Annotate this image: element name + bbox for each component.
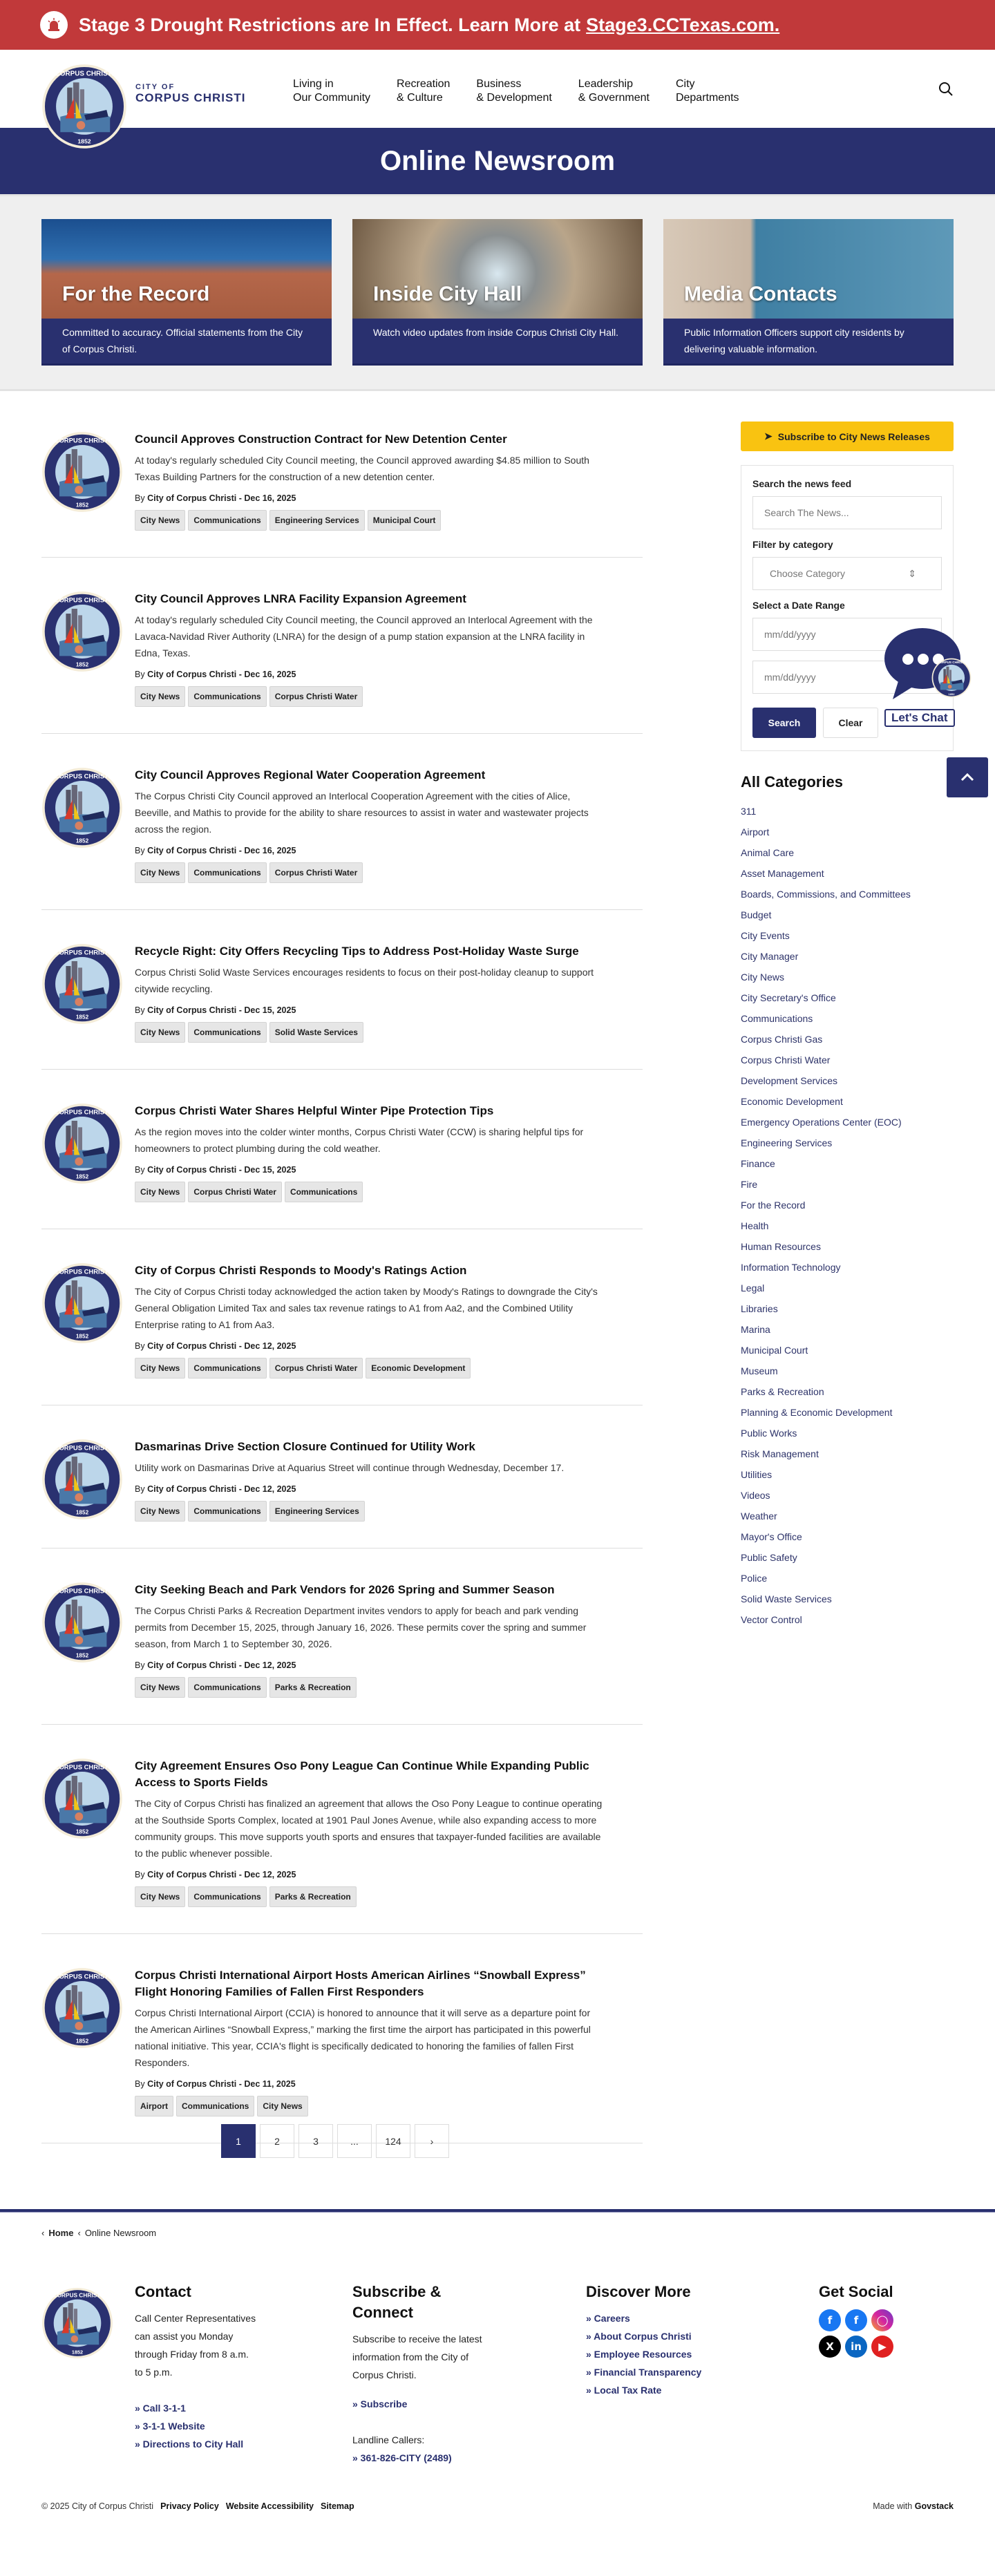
sidebar xyxy=(741,422,954,1630)
news-title[interactable]: Council Approves Construction Contract for New Detention Center xyxy=(135,433,507,446)
made-with: Made with Govstack xyxy=(873,2501,954,2511)
news-tag[interactable]: City News xyxy=(257,2096,307,2116)
category-link[interactable]: Information Technology xyxy=(741,1262,841,1273)
call-311-link[interactable]: » Call 3-1-1 xyxy=(135,2403,186,2414)
brand-name[interactable] xyxy=(135,83,245,105)
footer-discover xyxy=(586,2282,701,2399)
news-seal-thumbnail[interactable] xyxy=(41,1439,123,1520)
card-title: Inside City Hall xyxy=(373,283,522,305)
news-title[interactable]: Corpus Christi Water Shares Helpful Winter Pipe Protection Tips xyxy=(135,1104,494,1117)
news-summary: Utility work on Dasmarinas Drive at Aquarius Street will continue through Wednesday, December 17. xyxy=(135,1462,565,1473)
news-tags xyxy=(135,1677,605,1698)
copyright-bar xyxy=(41,2501,354,2511)
news-summary: At today's regularly scheduled City Council meeting, the Council approved awarding $4.85 million to South Texas Building Partners for the construction of a new detention center. xyxy=(135,455,589,482)
news-tags xyxy=(135,1022,605,1043)
category-link[interactable]: Libraries xyxy=(741,1303,778,1314)
category-link[interactable]: Engineering Services xyxy=(741,1137,833,1148)
news-seal-thumbnail[interactable] xyxy=(41,591,123,672)
category-link[interactable]: Risk Management xyxy=(741,1448,819,1459)
landline-label: Landline Callers: xyxy=(352,2434,425,2445)
news-author: City of Corpus Christi xyxy=(147,493,237,503)
news-content xyxy=(135,1758,605,1907)
news-title[interactable]: City Council Approves LNRA Facility Expansion Agreement xyxy=(135,592,466,605)
financial-transparency-link[interactable]: » Financial Transparency xyxy=(586,2367,702,2378)
news-title[interactable]: Dasmarinas Drive Section Closure Continued for Utility Work xyxy=(135,1440,475,1453)
date-label: Select a Date Range xyxy=(752,600,845,611)
category-link[interactable]: Legal xyxy=(741,1282,765,1294)
category-link[interactable]: Public Safety xyxy=(741,1552,797,1563)
category-link[interactable]: Public Works xyxy=(741,1428,797,1439)
news-summary: The City of Corpus Christi today acknowledged the action taken by Moody's Ratings to downgrade the City's General Obligation Limited Tax and sales tax revenue ratings to A1 from Aa2, and the Combined Utility Enterprise rating to A1 from Aa3. xyxy=(135,1286,598,1330)
end-date-input[interactable]: mm/dd/yyyy xyxy=(752,661,942,694)
news-tag[interactable]: Engineering Services xyxy=(269,1501,365,1522)
categories-title: All Categories xyxy=(741,773,843,790)
311-website-link[interactable]: » 3-1-1 Website xyxy=(135,2421,205,2432)
category-link[interactable]: City Secretary's Office xyxy=(741,992,836,1003)
card-image xyxy=(663,219,954,319)
news-byline: By City of Corpus Christi - Dec 12, 2025 xyxy=(135,1870,296,1879)
news-author: City of Corpus Christi xyxy=(147,1341,237,1351)
employee-resources-link[interactable]: » Employee Resources xyxy=(586,2349,692,2360)
news-byline: By City of Corpus Christi - Dec 12, 2025 xyxy=(135,1341,296,1351)
news-seal-thumbnail[interactable] xyxy=(41,431,123,513)
news-item xyxy=(41,574,643,734)
news-tags xyxy=(135,1358,605,1379)
news-tag[interactable]: Corpus Christi Water xyxy=(269,862,363,883)
news-title[interactable]: City Agreement Ensures Oso Pony League Can Continue While Expanding Public Access to Sports Fields xyxy=(135,1759,589,1789)
news-item xyxy=(41,1086,643,1229)
news-tag[interactable]: Communications xyxy=(188,1886,266,1907)
news-list xyxy=(41,415,643,2160)
news-date: - Dec 16, 2025 xyxy=(236,493,296,503)
category-link[interactable]: Fire xyxy=(741,1179,758,1190)
news-tags xyxy=(135,510,605,531)
news-item xyxy=(41,1951,643,2143)
news-author: City of Corpus Christi xyxy=(147,1484,237,1494)
linkedin-icon[interactable]: in xyxy=(845,2336,867,2358)
about-link[interactable]: » About Corpus Christi xyxy=(586,2331,692,2342)
card-text: Public Information Officers support city residents by delivering valuable information. xyxy=(684,327,904,354)
page-ellipsis: ... xyxy=(337,2124,372,2158)
news-byline: By City of Corpus Christi - Dec 12, 2025 xyxy=(135,1660,296,1670)
news-content xyxy=(135,767,605,883)
news-author: City of Corpus Christi xyxy=(147,670,237,679)
category-link[interactable]: Boards, Commissions, and Committees xyxy=(741,889,911,900)
news-item xyxy=(41,1422,643,1549)
news-summary: As the region moves into the colder winter months, Corpus Christi Water (CCW) is sharing helpful tips for homeowners to protect plumbing during the cold weather. xyxy=(135,1126,584,1154)
category-link[interactable]: Police xyxy=(741,1573,768,1584)
siren-icon xyxy=(40,11,68,39)
news-tag[interactable]: City News xyxy=(135,510,185,531)
card-text: Watch video updates from inside Corpus Christi City Hall. xyxy=(373,327,619,338)
news-tag[interactable]: City News xyxy=(135,1501,185,1522)
news-author: City of Corpus Christi xyxy=(147,1165,237,1175)
pagination xyxy=(221,2124,449,2158)
news-tag[interactable]: Communications xyxy=(188,1677,266,1698)
chat-label: Let's Chat xyxy=(884,709,955,727)
category-link[interactable]: Marina xyxy=(741,1324,770,1335)
news-seal-thumbnail[interactable] xyxy=(41,1582,123,1663)
feature-cards xyxy=(0,194,995,391)
subscribe-title: Subscribe & Connect xyxy=(352,2283,442,2321)
news-date: - Dec 12, 2025 xyxy=(236,1341,296,1351)
category-link[interactable]: Mayor's Office xyxy=(741,1531,802,1542)
footer-contact xyxy=(135,2282,259,2453)
category-link[interactable]: Solid Waste Services xyxy=(741,1593,832,1604)
subscribe-label: Subscribe to City News Releases xyxy=(777,430,930,442)
breadcrumb-home[interactable]: Home xyxy=(48,2228,74,2238)
chevron-left-icon: ‹ xyxy=(77,2228,81,2238)
news-summary: At today's regularly scheduled City Council meeting, the Council approved an Interlocal Agreement with the Lavaca-Navidad River Authority (LNRA) for the design of a pump station expansion at the LNRA facility in Edna, Texas. xyxy=(135,614,593,659)
alert-text: Stage 3 Drought Restrictions are In Effect. Learn More at xyxy=(79,14,581,35)
news-author: City of Corpus Christi xyxy=(147,1660,237,1670)
news-author: City of Corpus Christi xyxy=(147,2079,237,2089)
news-tags xyxy=(135,1886,605,1907)
search-button[interactable]: Search xyxy=(752,708,816,738)
news-content xyxy=(135,431,605,531)
news-byline: By City of Corpus Christi - Dec 15, 2025 xyxy=(135,1005,296,1015)
news-content xyxy=(135,1582,605,1698)
news-date: - Dec 12, 2025 xyxy=(236,1484,296,1494)
news-tag[interactable]: City News xyxy=(135,1022,185,1043)
footer-seal-logo xyxy=(41,2287,113,2359)
news-author: City of Corpus Christi xyxy=(147,846,237,855)
news-title[interactable]: Recycle Right: City Offers Recycling Tips to Address Post-Holiday Waste Surge xyxy=(135,945,579,958)
category-link[interactable]: City Events xyxy=(741,930,790,941)
city-seal-logo[interactable] xyxy=(41,64,127,149)
category-select[interactable] xyxy=(752,557,942,590)
news-tag[interactable]: Communications xyxy=(188,1022,266,1043)
brand-big: CORPUS CHRISTI xyxy=(135,91,246,104)
category-link[interactable]: Communications xyxy=(741,1013,813,1024)
news-tag[interactable]: Corpus Christi Water xyxy=(188,1182,282,1202)
news-seal-thumbnail[interactable] xyxy=(41,1967,123,2049)
card-media-contacts[interactable] xyxy=(663,219,954,366)
news-title[interactable]: Corpus Christi International Airport Hosts American Airlines “Snowball Express” Flight Honoring Families of Fallen First Responders xyxy=(135,1969,586,1998)
news-tag[interactable]: Municipal Court xyxy=(368,510,442,531)
news-item xyxy=(41,1741,643,1934)
news-summary: The Corpus Christi City Council approved an Interlocal Cooperation Agreement with the cities of Alice, Beeville, and Mathis to provide for the ability to share resources to assist in water and wastewater projects across the region. xyxy=(135,790,589,835)
careers-link[interactable]: » Careers xyxy=(586,2313,630,2324)
category-link[interactable]: Animal Care xyxy=(741,847,795,858)
news-tag[interactable]: Communications xyxy=(188,862,266,883)
card-inside-city-hall[interactable] xyxy=(352,219,643,366)
news-item xyxy=(41,927,643,1070)
news-seal-thumbnail[interactable] xyxy=(41,767,123,849)
news-tags xyxy=(135,2096,605,2116)
x-icon[interactable]: X xyxy=(819,2336,841,2358)
news-tag[interactable]: City News xyxy=(135,1358,185,1379)
news-summary: The City of Corpus Christi has finalized an agreement that allows the Oso Pony League to continue operating at the Southside Sports Complex, located at 1901 Paul Jones Avenue, while also expanding access to more community groups. This move supports youth sports and ensures that taxpayer-funded facilities are available to the public whenever possible. xyxy=(135,1798,603,1859)
category-link[interactable]: Budget xyxy=(741,909,772,920)
sitemap-link[interactable]: Sitemap xyxy=(320,2501,354,2511)
footer-subscribe-link[interactable]: » Subscribe xyxy=(352,2398,408,2409)
category-link[interactable]: Videos xyxy=(741,1490,770,1501)
news-seal-thumbnail[interactable] xyxy=(41,943,123,1025)
news-tag[interactable]: Corpus Christi Water xyxy=(269,1358,363,1379)
copyright: © 2025 City of Corpus Christi xyxy=(41,2501,154,2511)
category-link[interactable]: Weather xyxy=(741,1510,777,1522)
news-item xyxy=(41,1565,643,1725)
news-byline: By City of Corpus Christi - Dec 15, 2025 xyxy=(135,1165,296,1175)
main-nav xyxy=(293,77,766,105)
news-content xyxy=(135,1262,605,1379)
news-byline: By City of Corpus Christi - Dec 16, 2025 xyxy=(135,846,296,855)
news-content xyxy=(135,1439,564,1522)
news-seal-thumbnail[interactable] xyxy=(41,1262,123,1344)
news-seal-thumbnail[interactable] xyxy=(41,1103,123,1184)
news-byline: By City of Corpus Christi - Dec 16, 2025 xyxy=(135,493,296,503)
category-link[interactable]: Health xyxy=(741,1220,769,1231)
page-3[interactable]: 3 xyxy=(298,2124,333,2158)
category-link[interactable]: City Manager xyxy=(741,951,799,962)
news-item xyxy=(41,1246,643,1405)
news-tag[interactable]: Economic Development xyxy=(366,1358,471,1379)
facebook-alt-icon[interactable]: f xyxy=(845,2309,867,2331)
news-tags xyxy=(135,1182,605,1202)
news-summary: Corpus Christi International Airport (CCIA) is honored to announce that it will serve as a departure point for the American Airlines “Snowball Express,” marking the first time the airport has participated in this powerful national initiative. This year, CCIA's flight is specifically dedicated to honoring the families of fallen First Responders. xyxy=(135,2007,591,2068)
card-for-the-record[interactable] xyxy=(41,219,332,366)
instagram-icon[interactable]: ◯ xyxy=(871,2309,893,2331)
news-tag[interactable]: City News xyxy=(135,1182,185,1202)
news-tag[interactable]: Airport xyxy=(135,2096,173,2116)
category-value: Choose Category xyxy=(770,568,845,579)
clear-button[interactable]: Clear xyxy=(823,708,878,738)
news-content xyxy=(135,1967,605,2116)
news-tag[interactable]: City News xyxy=(135,862,185,883)
contact-title: Contact xyxy=(135,2283,191,2300)
news-tag[interactable]: City News xyxy=(135,686,185,707)
site-header xyxy=(0,50,995,128)
paper-plane-icon: ➤ xyxy=(764,430,773,442)
news-title[interactable]: City Seeking Beach and Park Vendors for 2026 Spring and Summer Season xyxy=(135,1583,555,1596)
subscribe-button[interactable] xyxy=(741,422,954,451)
news-author: City of Corpus Christi xyxy=(147,1005,237,1015)
chevron-left-icon: ‹ xyxy=(41,2228,45,2238)
news-tag[interactable]: Communications xyxy=(188,686,266,707)
category-link[interactable]: For the Record xyxy=(741,1200,806,1211)
news-item xyxy=(41,750,643,910)
news-summary: Corpus Christi Solid Waste Services encourages residents to focus on their post-holiday cleanup to support citywide recycling. xyxy=(135,967,594,994)
news-tag[interactable]: Solid Waste Services xyxy=(269,1022,363,1043)
category-link[interactable]: Parks & Recreation xyxy=(741,1386,824,1397)
news-tag[interactable]: Corpus Christi Water xyxy=(269,686,363,707)
news-tag[interactable]: City News xyxy=(135,1677,185,1698)
news-content xyxy=(135,591,605,707)
local-tax-rate-link[interactable]: » Local Tax Rate xyxy=(586,2385,662,2396)
category-link[interactable]: City News xyxy=(741,972,785,983)
breadcrumb-current: Online Newsroom xyxy=(84,2228,157,2238)
news-tags xyxy=(135,686,605,707)
news-date: - Dec 16, 2025 xyxy=(236,670,296,679)
page-2[interactable]: 2 xyxy=(260,2124,294,2158)
accessibility-link[interactable]: Website Accessibility xyxy=(225,2501,314,2511)
footer-subscribe xyxy=(352,2282,491,2467)
news-tags xyxy=(135,862,605,883)
category-link[interactable]: Asset Management xyxy=(741,868,824,879)
news-seal-thumbnail[interactable] xyxy=(41,1758,123,1839)
categories xyxy=(741,773,954,1630)
news-date: - Dec 12, 2025 xyxy=(236,1870,296,1879)
news-content xyxy=(135,1103,605,1202)
card-title: For the Record xyxy=(62,283,210,305)
news-tag[interactable]: Parks & Recreation xyxy=(269,1677,357,1698)
next-page-button[interactable]: › xyxy=(415,2124,449,2158)
search-icon[interactable] xyxy=(938,82,954,100)
subscribe-text: Subscribe to receive the latest information from the City of Corpus Christi. xyxy=(352,2333,482,2380)
news-title[interactable]: City Council Approves Regional Water Cooperation Agreement xyxy=(135,768,486,782)
news-tag[interactable]: Communications xyxy=(188,510,266,531)
news-byline: By City of Corpus Christi - Dec 12, 2025 xyxy=(135,1484,296,1494)
category-link[interactable]: Municipal Court xyxy=(741,1345,808,1356)
footer-divider xyxy=(0,2209,995,2213)
contact-text: Call Center Representatives can assist you Monday through Friday from 8 a.m. to 5 p.m. xyxy=(135,2313,256,2378)
search-input[interactable]: Search The News... xyxy=(752,496,942,529)
directions-link[interactable]: » Directions to City Hall xyxy=(135,2438,244,2450)
card-title: Media Contacts xyxy=(684,283,837,305)
category-link[interactable]: Airport xyxy=(741,826,770,837)
youtube-icon[interactable]: ▶ xyxy=(871,2336,893,2358)
category-link[interactable]: Development Services xyxy=(741,1075,838,1086)
alert-link[interactable]: Stage3.CCTexas.com. xyxy=(586,14,780,35)
page-title: Online Newsroom xyxy=(0,128,995,194)
news-tags xyxy=(135,1501,564,1522)
news-item xyxy=(41,415,643,558)
news-author: City of Corpus Christi xyxy=(147,1870,237,1879)
govstack-link[interactable]: Govstack xyxy=(914,2501,954,2511)
news-content xyxy=(135,943,605,1043)
news-title[interactable]: City of Corpus Christi Responds to Moody's Ratings Action xyxy=(135,1264,467,1277)
facebook-icon[interactable]: f xyxy=(819,2309,841,2331)
chat-widget[interactable] xyxy=(884,627,973,730)
brand-small: CITY OF xyxy=(135,83,176,91)
start-date-input[interactable]: mm/dd/yyyy xyxy=(752,618,942,651)
discover-title: Discover More xyxy=(586,2283,691,2300)
phone-link[interactable]: » 361-826-CITY (2489) xyxy=(352,2452,452,2463)
news-byline: By City of Corpus Christi - Dec 11, 2025 xyxy=(135,2079,296,2089)
category-link[interactable]: Vector Control xyxy=(741,1614,802,1625)
news-summary: The Corpus Christi Parks & Recreation Department invites vendors to apply for beach and park vending permits from December 15, 2025, through January 16, 2026. These permits cover the spring and summer season, from March 1 to September 30, 2026. xyxy=(135,1605,587,1649)
category-link[interactable]: Planning & Economic Development xyxy=(741,1407,893,1418)
news-tag[interactable]: Communications xyxy=(285,1182,363,1202)
news-tag[interactable]: Engineering Services xyxy=(269,510,365,531)
category-link[interactable]: Corpus Christi Gas xyxy=(741,1034,823,1045)
news-tag[interactable]: City News xyxy=(135,1886,185,1907)
news-date: - Dec 16, 2025 xyxy=(236,846,296,855)
news-date: - Dec 15, 2025 xyxy=(236,1005,296,1015)
category-link[interactable]: Museum xyxy=(741,1365,778,1376)
privacy-link[interactable]: Privacy Policy xyxy=(160,2501,219,2511)
category-link[interactable]: Emergency Operations Center (EOC) xyxy=(741,1117,902,1128)
chevron-up-icon xyxy=(960,773,974,782)
category-link[interactable]: 311 xyxy=(741,806,757,817)
news-tag[interactable]: Communications xyxy=(188,1501,266,1522)
sort-arrows-icon: ⇕ xyxy=(908,567,916,579)
news-tag[interactable]: Communications xyxy=(176,2096,254,2116)
nav-recreation[interactable]: Recreation & Culture xyxy=(397,78,451,104)
news-tag[interactable]: Parks & Recreation xyxy=(269,1886,357,1907)
category-link[interactable]: Economic Development xyxy=(741,1096,843,1107)
nav-leadership[interactable]: Leadership & Government xyxy=(578,78,650,104)
news-tag[interactable]: Communications xyxy=(188,1358,266,1379)
card-text: Committed to accuracy. Official statements from the City of Corpus Christi. xyxy=(62,327,303,354)
social-title: Get Social xyxy=(819,2283,893,2300)
page-124[interactable]: 124 xyxy=(376,2124,410,2158)
page-1[interactable]: 1 xyxy=(221,2124,256,2158)
news-date: - Dec 15, 2025 xyxy=(236,1165,296,1175)
back-to-top-button[interactable] xyxy=(947,757,988,797)
category-link[interactable]: Human Resources xyxy=(741,1241,821,1252)
nav-living[interactable]: Living in Our Community xyxy=(293,78,371,104)
card-image xyxy=(352,219,643,319)
footer-social xyxy=(819,2282,909,2358)
search-label: Search the news feed xyxy=(752,478,852,489)
nav-departments[interactable]: City Departments xyxy=(675,78,739,104)
category-label: Filter by category xyxy=(752,539,833,550)
nav-business[interactable]: Business & Development xyxy=(476,78,552,104)
category-link[interactable]: Utilities xyxy=(741,1469,773,1480)
category-link[interactable]: Corpus Christi Water xyxy=(741,1054,831,1066)
breadcrumb xyxy=(41,2228,156,2238)
alert-banner xyxy=(0,0,995,50)
news-byline: By City of Corpus Christi - Dec 16, 2025 xyxy=(135,670,296,679)
news-date: - Dec 11, 2025 xyxy=(236,2079,296,2089)
news-date: - Dec 12, 2025 xyxy=(236,1660,296,1670)
category-link[interactable]: Finance xyxy=(741,1158,775,1169)
card-image xyxy=(41,219,332,319)
chat-bubble-icon xyxy=(884,627,973,709)
